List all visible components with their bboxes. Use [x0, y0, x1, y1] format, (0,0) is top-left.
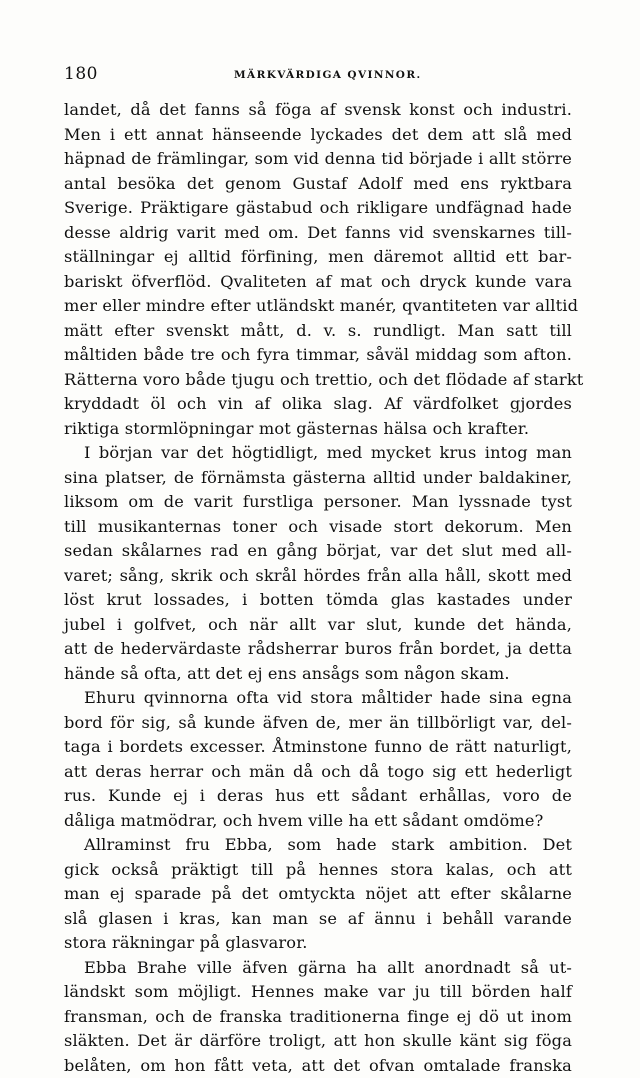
- text-line: dåliga matmödrar, och hvem ville ha ett sådant omdöme?: [64, 809, 572, 834]
- text-line: löst krut lossades, i botten tömda glas kastades under: [64, 588, 572, 613]
- text-line: släkten. Det är därföre troligt, att hon skulle känt sig föga: [64, 1029, 572, 1054]
- text-line: till musikanternas toner och visade stort dekorum. Men: [64, 515, 572, 540]
- text-line: sedan skålarnes rad en gång börjat, var det slut med all-: [64, 539, 572, 564]
- page-number: 180: [64, 64, 98, 84]
- text-line: stora räkningar på glasvaror.: [64, 931, 572, 956]
- text-line: att deras herrar och män då och då togo sig ett hederligt: [64, 760, 572, 785]
- text-line: måltiden både tre och fyra timmar, såväl middag som afton.: [64, 343, 572, 368]
- text-line: bord för sig, så kunde äfven de, mer än tillbörligt var, del-: [64, 711, 572, 736]
- text-line: Allraminst fru Ebba, som hade stark ambition. Det: [64, 833, 572, 858]
- text-line: hände så ofta, att det ej ens ansågs som någon skam.: [64, 662, 572, 687]
- text-line: Sverige. Präktigare gästabud och rikligare undfägnad hade: [64, 196, 572, 221]
- text-line: att de hedervärdaste rådsherrar buros från bordet, ja detta: [64, 637, 572, 662]
- text-line: häpnad de främlingar, som vid denna tid började i allt större: [64, 147, 572, 172]
- text-line: riktiga stormlöpningar mot gästernas hälsa och krafter.: [64, 417, 572, 442]
- text-line: taga i bordets excesser. Åtminstone funno de rätt naturligt,: [64, 735, 572, 760]
- text-line: antal besöka det genom Gustaf Adolf med ens ryktbara: [64, 172, 572, 197]
- text-line: belåten, om hon fått veta, att det ofvan omtalade franska: [64, 1054, 572, 1078]
- text-line: bariskt öfverflöd. Qvaliteten af mat och dryck kunde vara: [64, 270, 572, 295]
- text-line: Men i ett annat hänseende lyckades det dem att slå med: [64, 123, 572, 148]
- text-line: Ebba Brahe ville äfven gärna ha allt anordnadt så ut-: [64, 956, 572, 981]
- text-line: kryddadt öl och vin af olika slag. Af värdfolket gjordes: [64, 392, 572, 417]
- text-line: liksom om de varit furstliga personer. Man lyssnade tyst: [64, 490, 572, 515]
- text-line: mätt efter svenskt mått, d. v. s. rundligt. Man satt till: [64, 319, 572, 344]
- text-line: varet; sång, skrik och skrål hördes från alla håll, skott med: [64, 564, 572, 589]
- running-head: MÄRKVÄRDIGA QVINNOR.: [234, 69, 422, 81]
- book-page: [64, 64, 572, 1078]
- text-line: rus. Kunde ej i deras hus ett sådant erhållas, voro de: [64, 784, 572, 809]
- text-line: fransman, och de franska traditionerna finge ej dö ut inom: [64, 1005, 572, 1030]
- text-line: Ehuru qvinnorna ofta vid stora måltider hade sina egna: [64, 686, 572, 711]
- text-line: landet, då det fanns så föga af svensk konst och industri.: [64, 98, 572, 123]
- text-line: ländskt som möjligt. Hennes make var ju till börden half: [64, 980, 572, 1005]
- text-line: gick också präktigt till på hennes stora kalas, och att: [64, 858, 572, 883]
- text-line: sina platser, de förnämsta gästerna alltid under baldakiner,: [64, 466, 572, 491]
- text-line: man ej sparade på det omtyckta nöjet att efter skålarne: [64, 882, 572, 907]
- text-line: I början var det högtidligt, med mycket krus intog man: [64, 441, 572, 466]
- text-line: Rätterna voro både tjugu och trettio, och det flödade af starkt: [64, 368, 572, 393]
- body-text: [64, 98, 572, 1078]
- page-header: [64, 64, 572, 94]
- text-line: ställningar ej alltid förfining, men däremot alltid ett bar-: [64, 245, 572, 270]
- text-line: desse aldrig varit med om. Det fanns vid svenskarnes till-: [64, 221, 572, 246]
- text-line: jubel i golfvet, och när allt var slut, kunde det hända,: [64, 613, 572, 638]
- text-line: mer eller mindre efter utländskt manér, qvantiteten var alltid: [64, 294, 572, 319]
- text-line: slå glasen i kras, kan man se af ännu i behåll varande: [64, 907, 572, 932]
